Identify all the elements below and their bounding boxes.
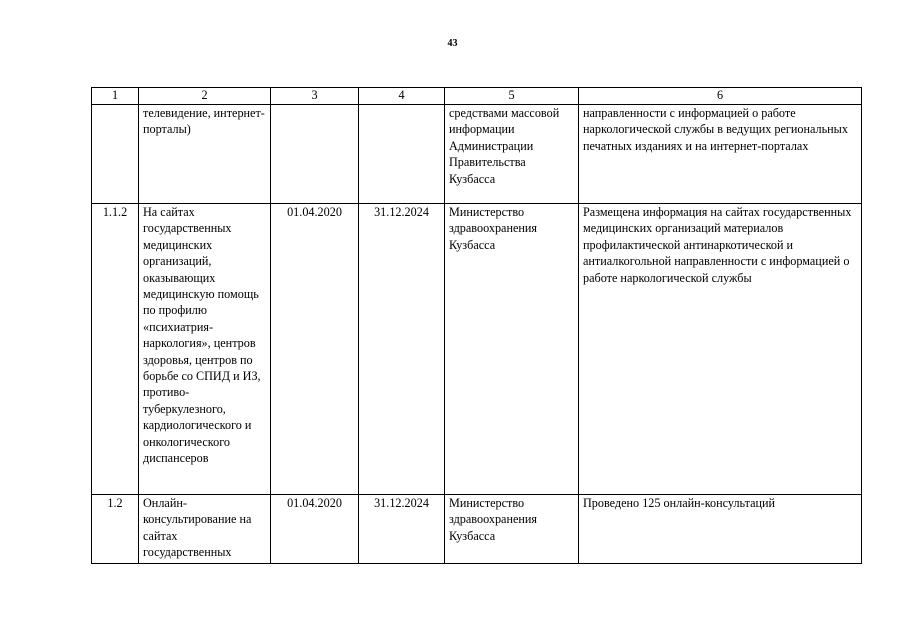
executor-cell: Министерство здравоохранения Кузбасса	[445, 204, 579, 495]
start-date-cell: 01.04.2020	[271, 495, 359, 564]
measures-table	[91, 87, 862, 564]
result-cell: направленности с информацией о работе наркологической службы в ведущих региональных печатных изданиях и на интернет-порталах	[579, 105, 862, 204]
end-date-cell	[359, 105, 445, 204]
event-cell: телевидение, интернет-порталы)	[139, 105, 271, 204]
end-date-cell: 31.12.2024	[359, 495, 445, 564]
row-number-cell: 1.1.2	[92, 204, 139, 495]
event-cell: Онлайн-консультирование на сайтах государственных	[139, 495, 271, 564]
column-header-2: 2	[139, 88, 271, 105]
table-row	[92, 204, 862, 495]
result-cell: Размещена информация на сайтах государственных медицинских организаций материалов профилактической антинаркотической и антиалкогольной направленности с информацией о работе наркологической службы	[579, 204, 862, 495]
column-header-5: 5	[445, 88, 579, 105]
row-number-cell	[92, 105, 139, 204]
end-date-cell: 31.12.2024	[359, 204, 445, 495]
row-number-cell: 1.2	[92, 495, 139, 564]
table-row	[92, 105, 862, 204]
page-number: 43	[447, 38, 458, 49]
column-header-6: 6	[579, 88, 862, 105]
start-date-cell: 01.04.2020	[271, 204, 359, 495]
result-cell: Проведено 125 онлайн-консультаций	[579, 495, 862, 564]
column-header-1: 1	[92, 88, 139, 105]
table-row	[92, 495, 862, 564]
column-header-4: 4	[359, 88, 445, 105]
event-cell: На сайтах государственных медицинских организаций, оказывающих медицинскую помощь по профилю «психиатрия-наркология», центров здоровья, центров по борьбе со СПИД и ИЗ, противо-туберкулезного, кардиологического и онкологического диспансеров	[139, 204, 271, 495]
column-header-3: 3	[271, 88, 359, 105]
table-header-row	[92, 88, 862, 105]
executor-cell: средствами массовой информации Администрации Правительства Кузбасса	[445, 105, 579, 204]
start-date-cell	[271, 105, 359, 204]
executor-cell: Министерство здравоохранения Кузбасса	[445, 495, 579, 564]
